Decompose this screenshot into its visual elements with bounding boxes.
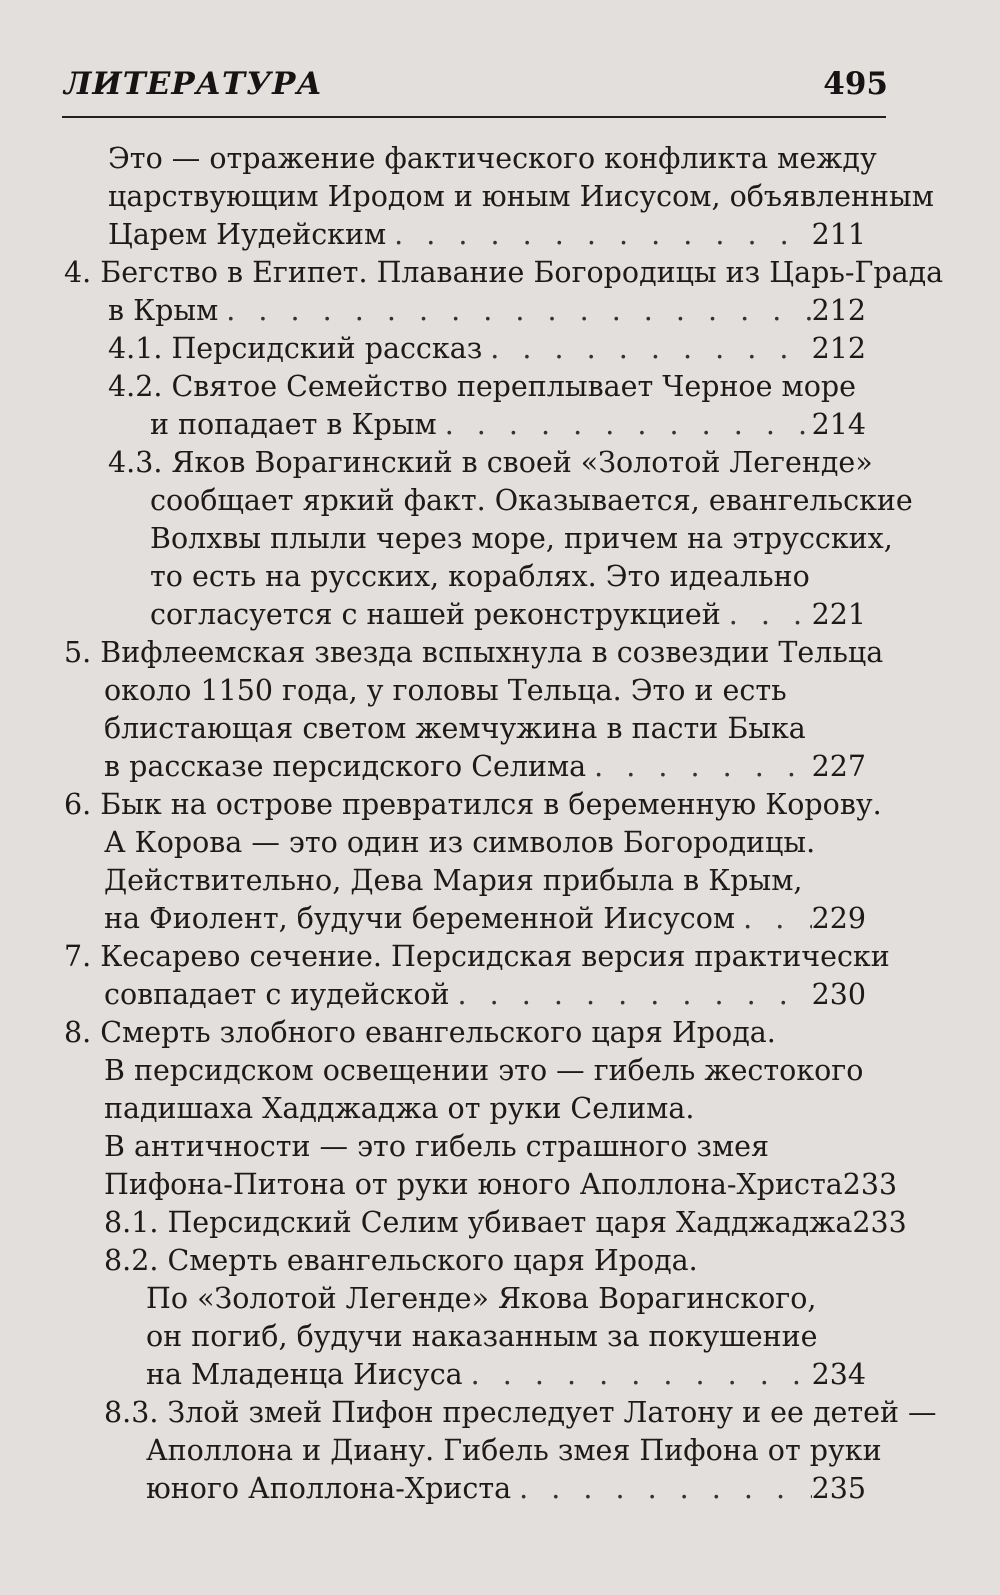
toc-entry-text: на Младенца Иисуса	[146, 1358, 463, 1391]
page-number: 495	[823, 66, 888, 102]
toc-entry-text: 8.3. Злой змей Пифон преследует Латону и ее детей —	[104, 1396, 937, 1429]
running-head-title: ЛИТЕРАТУРА	[64, 66, 323, 102]
toc-line	[108, 178, 934, 216]
toc-entry-text: 8.2. Смерть евангельского царя Ирода.	[104, 1244, 698, 1277]
toc-entry-text: В античности — это гибель страшного змея	[104, 1130, 769, 1163]
toc-line	[104, 1394, 937, 1432]
toc-line	[104, 862, 802, 900]
toc-entry-text: Действительно, Дева Мария прибыла в Крым,	[104, 864, 803, 897]
toc-page-number: 229	[811, 902, 866, 935]
toc-page-number: 221	[811, 598, 866, 631]
header-rule	[62, 116, 886, 118]
toc-dot-leader	[721, 596, 812, 634]
toc-entry-text: согласуется с нашей реконструкцией	[150, 598, 721, 631]
toc-entry-text: Аполлона и Диану. Гибель змея Пифона от руки	[146, 1434, 882, 1467]
toc-dot-leader	[735, 900, 812, 938]
toc-line	[146, 1470, 866, 1508]
toc-dot-leader	[218, 292, 811, 330]
toc-dot-leader	[386, 216, 811, 254]
toc-page-number: 233	[842, 1168, 898, 1201]
toc-line	[104, 976, 866, 1014]
toc-line	[64, 1014, 776, 1052]
toc-entry-text: на Фиолент, будучи беременной Иисусом	[104, 902, 736, 935]
toc-line	[104, 1204, 907, 1242]
toc-line	[104, 1090, 694, 1128]
toc-page-number: 235	[811, 1472, 866, 1505]
toc-entry-text: совпадает с иудейской	[104, 978, 450, 1011]
toc-dot-leader	[511, 1470, 812, 1508]
toc-page-number: 234	[811, 1358, 866, 1391]
toc-entry-text: то есть на русских, кораблях. Это идеально	[150, 560, 810, 593]
toc-page-number: 230	[811, 978, 866, 1011]
toc-entry-text: По «Золотой Легенде» Якова Ворагинского,	[146, 1282, 817, 1315]
toc-entry-text: 4.3. Яков Ворагинский в своей «Золотой Легенде»	[108, 446, 873, 479]
toc-line	[104, 710, 806, 748]
toc-entry-text: около 1150 года, у головы Тельца. Это и есть	[104, 674, 787, 707]
toc-entry-text: Волхвы плыли через море, причем на этрусских,	[150, 522, 893, 555]
toc-entry-text: Пифона-Питона от руки юного Аполлона-Христа	[104, 1168, 843, 1201]
toc-line	[150, 406, 866, 444]
toc-entry-text: блистающая светом жемчужина в пасти Быка	[104, 712, 806, 745]
toc-line	[108, 330, 866, 368]
toc-line	[104, 1052, 863, 1090]
toc-entry-text: 8. Смерть злобного евангельского царя Ирода.	[64, 1016, 776, 1049]
toc-line	[108, 444, 873, 482]
toc-line	[150, 596, 866, 634]
toc-line	[104, 1166, 898, 1204]
toc-line	[108, 216, 866, 254]
toc-entry-text: 7. Кесарево сечение. Персидская версия практически	[64, 940, 890, 973]
toc-entry-text: 4.1. Персидский рассказ	[108, 332, 483, 365]
toc-entry-text: В персидском освещении это — гибель жестокого	[104, 1054, 864, 1087]
toc-page-number: 233	[852, 1206, 907, 1239]
toc-entry-text: Это — отражение фактического конфликта между	[108, 142, 877, 175]
toc-line	[150, 520, 893, 558]
toc-entry-text: юного Аполлона-Христа	[146, 1472, 512, 1505]
toc-line	[150, 558, 810, 596]
toc-entry-text: 4. Бегство в Египет. Плавание Богородицы из Царь-Града	[64, 256, 944, 289]
toc-page-number: 211	[811, 218, 866, 251]
toc-line	[108, 292, 866, 330]
toc-entry-text: в Крым	[108, 294, 219, 327]
toc-line	[108, 140, 877, 178]
toc-entry-text: он погиб, будучи наказанным за покушение	[146, 1320, 818, 1353]
toc-line	[104, 900, 866, 938]
toc-line	[104, 672, 787, 710]
toc-entry-text: сообщает яркий факт. Оказывается, евангельские	[150, 484, 913, 517]
toc-line	[146, 1356, 866, 1394]
toc-line	[150, 482, 913, 520]
toc-entry-text: 5. Вифлеемская звезда вспыхнула в созвездии Тельца	[64, 636, 884, 669]
toc-line	[108, 368, 856, 406]
toc-page-number: 227	[811, 750, 866, 783]
toc-entry-text: 4.2. Святое Семейство переплывает Черное море	[108, 370, 856, 403]
toc-entry-text: царствующим Иродом и юным Иисусом, объявленным	[108, 180, 934, 213]
toc-line	[104, 824, 815, 862]
toc-line	[104, 748, 866, 786]
toc-dot-leader	[482, 330, 811, 368]
toc-page-number: 214	[811, 408, 866, 441]
toc-line	[64, 634, 883, 672]
toc-dot-leader	[450, 976, 812, 1014]
toc-line	[64, 786, 882, 824]
toc-page-number: 212	[811, 294, 866, 327]
toc-line	[104, 1128, 769, 1166]
toc-entry-text: 6. Бык на острове превратился в беременную Корову.	[64, 788, 882, 821]
toc-line	[64, 938, 890, 976]
toc-entry-text: и попадает в Крым	[150, 408, 437, 441]
toc-line	[146, 1318, 818, 1356]
toc-dot-leader	[437, 406, 812, 444]
toc-entry-text: А Корова — это один из символов Богородицы.	[104, 826, 816, 859]
toc-entry-text: 8.1. Персидский Селим убивает царя Хадджаджа	[104, 1206, 853, 1239]
toc-dot-leader	[463, 1356, 812, 1394]
toc-line	[146, 1432, 882, 1470]
toc-entry-text: падишаха Хадджаджа от руки Селима.	[104, 1092, 695, 1125]
toc-line	[64, 254, 943, 292]
toc-dot-leader	[586, 748, 811, 786]
toc-page-number: 212	[811, 332, 866, 365]
toc-line	[104, 1242, 698, 1280]
toc-entry-text: Царем Иудейским	[108, 218, 387, 251]
toc-entry-text: в рассказе персидского Селима	[104, 750, 587, 783]
toc-line	[146, 1280, 816, 1318]
